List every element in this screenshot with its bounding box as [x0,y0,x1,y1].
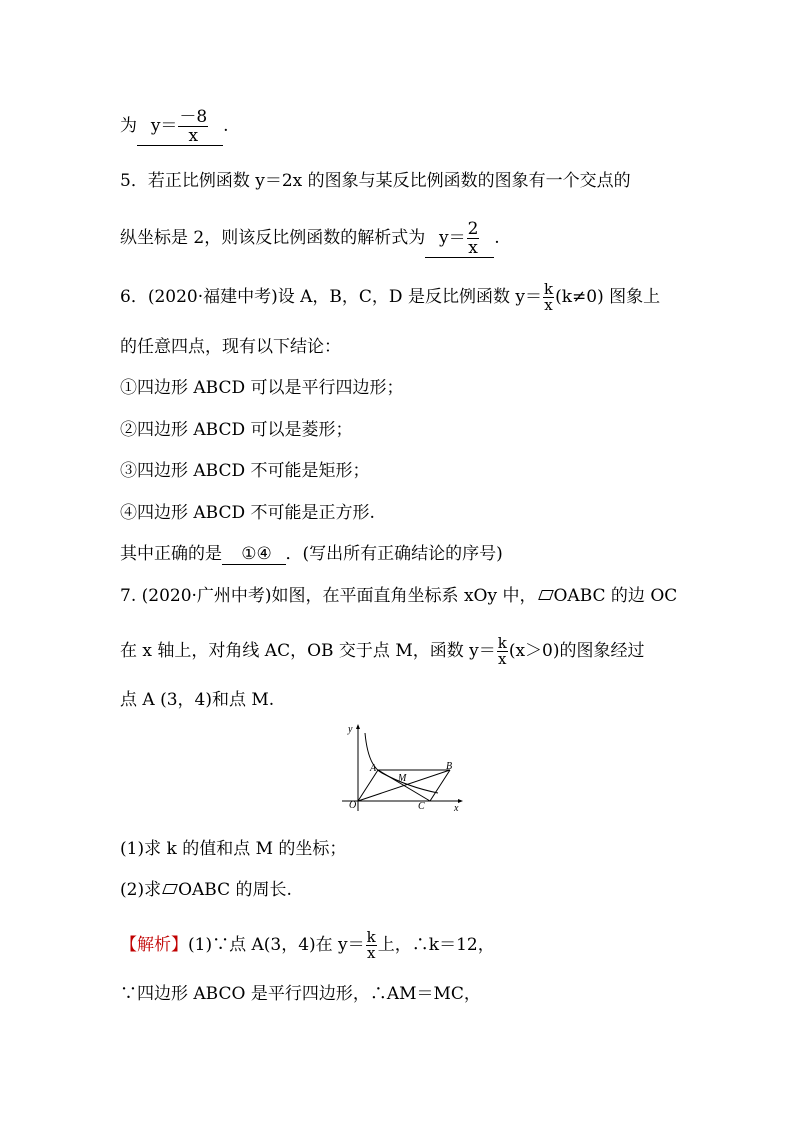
answer-fraction [467,220,480,257]
label-A: A [370,763,377,774]
x-axis-arrow [458,799,463,803]
label-O: O [349,800,357,811]
q6-answer-line [120,543,503,565]
q5-line1: 5．若正比例函数 y＝2x 的图象与某反比例函数的图象有一个交点的 [120,171,631,191]
text: OABC 的周长. [178,880,292,900]
parallelogram-icon [538,590,554,600]
fraction-denominator: x [544,296,553,314]
fraction-numerator: k [543,280,554,298]
segment-BC [430,770,450,801]
text: 其中正确的是 [120,544,222,564]
q5-line2 [120,220,500,258]
text: 6．(2020·福建中考)设 A，B，C，D 是反比例函数 y＝ [120,287,542,307]
text: 7. (2020·广州中考)如图，在平面直角坐标系 xOy 中， [120,586,537,606]
answer-line-prev [120,108,228,146]
segment-OA [358,770,378,801]
text: . [223,116,229,136]
text: (1)∵点 A(3，4)在 y＝ [188,935,365,955]
label-y: y [348,724,353,735]
answer-fraction [178,108,208,145]
q7-line2 [120,636,645,667]
text: 为 [120,116,137,136]
k-over-x-fraction [497,636,508,667]
fraction-denominator: x [366,944,376,962]
coordinate-figure [338,721,466,813]
text: (x＞0)的图象经过 [508,641,645,661]
q7-sub1: (1)求 k 的值和点 M 的坐标； [120,839,347,859]
text: ．(写出所有正确结论的序号) [285,544,503,564]
q6-item-1: ①四边形 ABCD 可以是平行四边形； [120,378,404,398]
q7-sub2 [120,879,292,901]
fraction-denominator: x [468,238,478,258]
label-M: M [398,773,407,784]
solution-tag: 【解析】 [120,935,188,955]
text: 上，∴k＝12， [377,935,495,955]
text: 在 x 轴上，对角线 AC，OB 交于点 M，函数 y＝ [120,641,496,661]
label-B: B [446,761,453,772]
k-over-x-fraction [543,282,554,313]
text: (k≠0) 图象上 [555,287,661,307]
fraction-denominator: x [498,650,507,668]
q6-item-3: ③四边形 ABCD 不可能是矩形； [120,461,370,481]
label-C: C [418,801,425,812]
k-over-x-fraction [366,930,377,961]
text: OABC 的边 OC [553,586,678,606]
q7-line1 [120,585,677,607]
q6-item-4: ④四边形 ABCD 不可能是正方形. [120,503,375,523]
answer-y: y＝ [439,228,466,248]
fraction-numerator: －8 [179,107,208,127]
text: . [494,228,500,248]
fraction-denominator: x [188,126,199,146]
text: 纵坐标是 2，则该反比例函数的解析式为 [120,228,426,248]
q6-line1 [120,282,660,313]
answer-blank [222,544,286,565]
y-axis-arrow [356,724,360,729]
answer-y: y＝ [150,116,178,136]
text: (2)求 [120,880,162,900]
solution-line1 [120,930,495,961]
fraction-numerator: k [497,634,507,652]
answer-value: ①④ [241,544,272,564]
parallelogram-icon [162,884,178,894]
fraction-numerator: k [366,928,376,946]
fraction-numerator: 2 [467,219,479,239]
q6-line2: 的任意四点，现有以下结论： [120,337,341,357]
label-x: x [454,803,459,813]
answer-blank [137,108,223,146]
q6-item-2: ②四边形 ABCD 可以是菱形； [120,420,353,440]
solution-line2: ∵四边形 ABCO 是平行四边形，∴AM＝MC， [120,984,481,1004]
q7-line3: 点 A (3，4)和点 M. [120,690,275,710]
answer-blank [425,220,494,258]
